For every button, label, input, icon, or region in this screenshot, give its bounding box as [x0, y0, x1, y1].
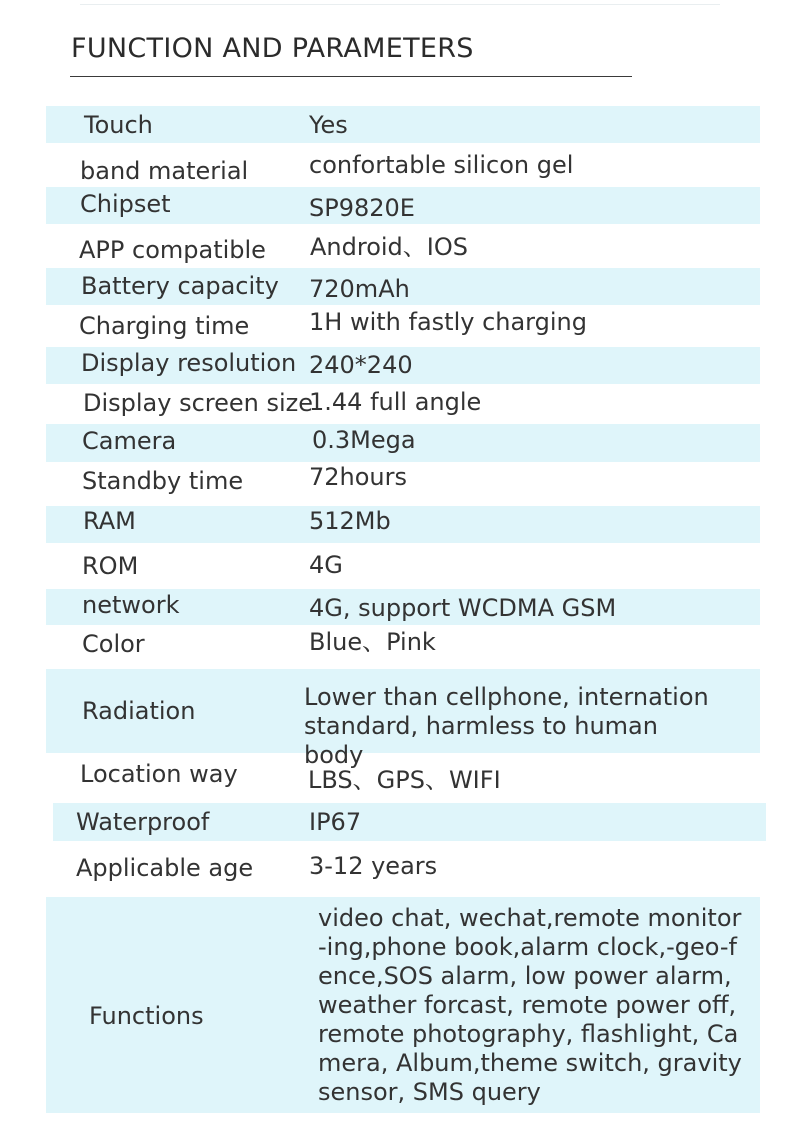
row-value: IP67	[309, 808, 362, 836]
row-label: Waterproof	[76, 808, 210, 836]
row-label: Standby time	[82, 467, 244, 495]
row-value: 1.44 full angle	[309, 388, 482, 416]
row-value: video chat, wechat,remote monitor-ing,phone book,alarm clock,-geo-fence,SOS alarm, low power alarm,weather forcast, remote power off, remote photography, flashlight, Camera, Album,theme switch, gravity sensor, SMS query	[318, 904, 742, 1106]
row-value: SP9820E	[309, 194, 415, 222]
row-value: Blue、Pink	[309, 628, 436, 656]
row-label: Display resolution	[81, 349, 297, 377]
row-label: Color	[82, 630, 145, 658]
row-value: 4G, support WCDMA GSM	[309, 594, 617, 622]
row-value: 720mAh	[309, 275, 410, 303]
row-label: RAM	[83, 507, 136, 535]
row-value: Lower than cellphone, internation standard, harmless to human body	[304, 683, 709, 769]
row-rom	[46, 543, 760, 589]
page-title: FUNCTION AND PARAMETERS	[71, 33, 474, 64]
row-value: 1H with fastly charging	[309, 308, 587, 336]
row-label: ROM	[82, 552, 139, 580]
row-value: 4G	[309, 551, 343, 579]
title-underline	[70, 76, 632, 77]
row-label: Charging time	[79, 312, 250, 340]
row-value: 72hours	[309, 463, 408, 491]
row-value: 240*240	[309, 351, 413, 379]
row-label: APP compatible	[79, 236, 266, 264]
top-divider	[80, 4, 720, 5]
row-value: confortable silicon gel	[309, 151, 574, 179]
row-label: Battery capacity	[81, 272, 279, 300]
row-label: Location way	[80, 760, 238, 788]
row-value: Yes	[309, 111, 348, 139]
row-label: Applicable age	[76, 854, 254, 882]
row-value: 0.3Mega	[312, 426, 416, 454]
row-value: LBS、GPS、WIFI	[308, 766, 501, 794]
row-label: Radiation	[82, 697, 196, 725]
row-label: Touch	[84, 111, 153, 139]
row-value: 512Mb	[309, 507, 391, 535]
row-ram	[46, 506, 760, 543]
row-label: Camera	[82, 427, 177, 455]
row-value: Android、IOS	[310, 233, 468, 261]
row-touch	[46, 106, 760, 143]
row-value: 3-12 years	[309, 852, 438, 880]
row-label: Display screen size	[83, 389, 314, 417]
row-label: Chipset	[80, 190, 171, 218]
row-label: band material	[80, 157, 249, 185]
row-label: Functions	[89, 1002, 204, 1030]
row-label: network	[82, 591, 180, 619]
